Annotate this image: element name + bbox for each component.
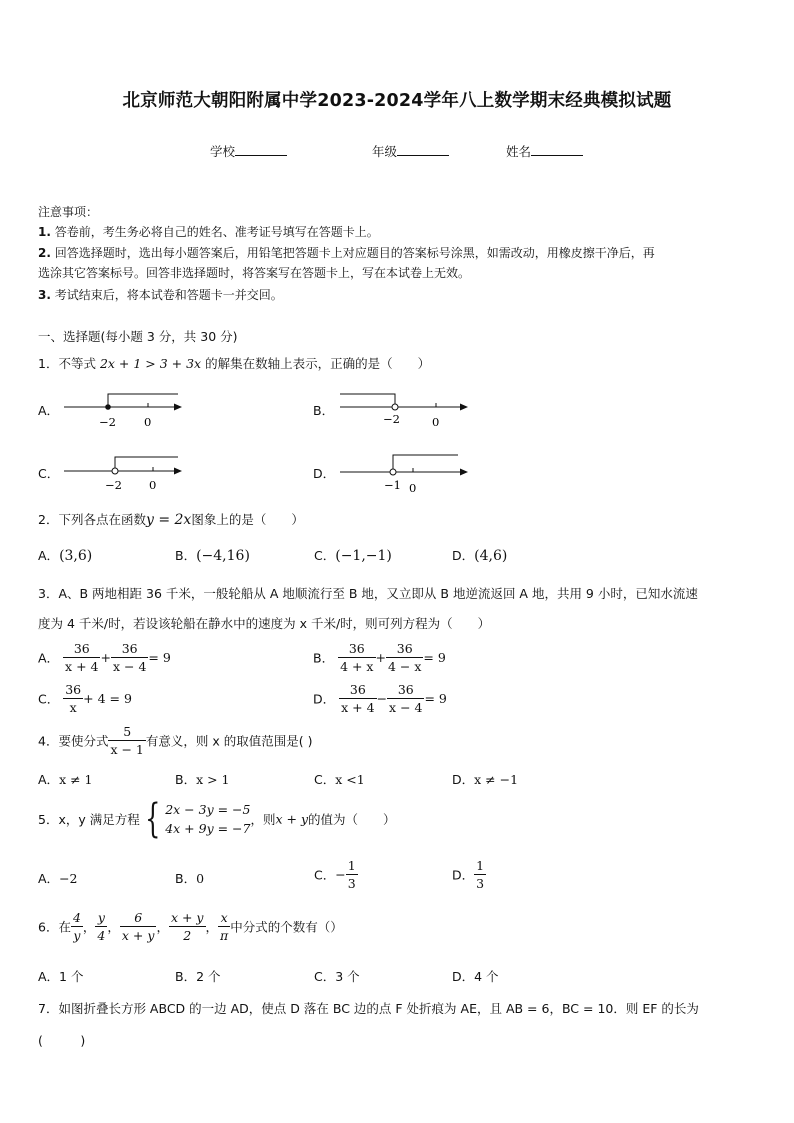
exam-title: 北京师范大朝阳附属中学2023-2024学年八上数学期末经典模拟试题 — [122, 91, 672, 111]
option-letter: B． — [313, 650, 335, 666]
q4-stem — [38, 723, 312, 758]
option-letter: A． — [38, 772, 60, 787]
left-brace-icon: { — [144, 796, 161, 842]
q2-suffix: 图象上的是（ ） — [191, 512, 304, 527]
tick-label: 0 — [149, 478, 157, 492]
tick-label: 0 — [144, 415, 152, 429]
axis-arrow — [460, 469, 468, 476]
operator: + — [375, 650, 386, 665]
axis-arrow — [174, 468, 182, 475]
q2-prefix: 2．下列各点在函数 — [38, 512, 146, 527]
fraction: $\frac{36}{4 + x}$ — [340, 641, 374, 674]
option-letter: B． — [175, 772, 197, 787]
option-letter: A． — [38, 548, 60, 563]
q1-suffix: 的解集在数轴上表示，正确的是（ ） — [205, 356, 431, 371]
option-letter: D． — [452, 772, 475, 787]
equals-nine: = 9 — [424, 691, 447, 706]
tick-label: 0 — [409, 481, 417, 495]
axis-arrow — [460, 404, 468, 411]
q5-option-d[interactable] — [452, 857, 486, 892]
note-2-text-a: 回答选择题时，选出每小题答案后，用铅笔把答题卡上对应题目的答案标号涂黑，如需改动，用橡皮擦干净后，再 — [54, 246, 655, 260]
fraction: $\frac{36}{4 - x}$ — [387, 641, 422, 674]
option-letter: A． — [38, 871, 60, 886]
q4-option-c[interactable] — [314, 770, 365, 788]
q1-option-c-label[interactable]: C． — [38, 466, 60, 481]
q2-stem — [38, 510, 304, 528]
school-label: 学校 — [210, 144, 236, 159]
option-letter: C． — [314, 772, 336, 787]
grade-label: 年级 — [372, 144, 398, 159]
fraction: $\frac{36}{x - 4}$ — [112, 641, 147, 674]
q3-stem-line2: 度为 4 千米/时，若设该轮船在静水中的速度为 x 千米/时，则可列方程为（ ） — [38, 616, 491, 631]
equation-2: 4x + 9y = −7 — [165, 821, 251, 836]
q2-function: y = 2x — [145, 512, 192, 528]
fraction: $\frac{1}{3}$ — [476, 858, 485, 891]
fraction: $\frac{5}{x - 1}$ — [110, 724, 144, 757]
tick-label: −1 — [384, 478, 401, 492]
notes-header: 注意事项： — [38, 205, 99, 219]
open-point — [112, 468, 118, 474]
fraction: $\frac{y}{4}$ — [97, 910, 106, 943]
q5-expr: x + y — [275, 811, 309, 827]
note-3-text: 考试结束后，将本试卷和答题卡一并交回。 — [54, 288, 283, 302]
q4-suffix: 有意义，则 x 的取值范围是( ) — [145, 733, 313, 749]
option-value: (−4,16) — [196, 548, 250, 564]
q1-inequality: 2x + 1 > 3 + 3x — [99, 356, 202, 371]
q5-option-a[interactable] — [38, 869, 78, 887]
solution-ray — [108, 394, 178, 407]
note-1-text: 答卷前，考生务必将自己的姓名、准考证号填写在答题卡上。 — [54, 225, 379, 239]
open-point — [392, 404, 398, 410]
equals-nine: = 9 — [148, 650, 171, 665]
q4-option-d[interactable] — [452, 770, 518, 788]
option-letter: D． — [452, 867, 475, 883]
q5-option-c[interactable] — [314, 857, 358, 892]
q5-prefix: 5．x，y 满足方程 — [38, 812, 140, 827]
note-1 — [38, 222, 379, 242]
q1-option-d-numberline[interactable] — [338, 452, 474, 496]
name-label: 姓名 — [506, 144, 532, 159]
option-letter: B． — [175, 871, 197, 886]
q7-stem-line2: ( ) — [38, 1033, 86, 1048]
option-letter: D． — [452, 548, 475, 563]
separator: ， — [107, 919, 120, 935]
q6-option-b[interactable]: B．2 个 — [175, 969, 221, 984]
grade-field[interactable] — [372, 142, 449, 160]
note-3 — [38, 285, 283, 305]
option-letter: C． — [314, 867, 336, 883]
option-letter: C． — [38, 691, 60, 707]
option-value: (−1,−1) — [335, 548, 392, 564]
school-field[interactable] — [210, 142, 287, 160]
separator: ， — [205, 919, 219, 935]
fraction: $\frac{x + y}{2}$ — [170, 910, 204, 943]
solution-ray — [340, 394, 395, 404]
q1-option-c-numberline[interactable] — [62, 453, 192, 495]
option-value: x ≠ −1 — [474, 772, 519, 787]
fraction: $\frac{36}{x + 4}$ — [341, 682, 375, 715]
q3-option-a[interactable] — [38, 640, 171, 675]
option-value: x ≠ 1 — [59, 772, 93, 787]
option-value: x <1 — [335, 772, 365, 787]
q5-option-b[interactable] — [175, 869, 204, 887]
tick-label: −2 — [105, 478, 122, 492]
q2-option-b[interactable] — [175, 546, 250, 564]
q6-prefix: 6．在 — [38, 919, 71, 935]
note-3-num: 3. — [38, 288, 51, 302]
q3-option-d[interactable] — [313, 681, 447, 716]
option-letter: D． — [313, 691, 336, 707]
option-value: (3,6) — [59, 548, 93, 564]
option-value: 0 — [196, 871, 205, 886]
q1-option-a-numberline[interactable] — [62, 392, 192, 434]
q3-stem-line1: 3．A、B 两地相距 36 千米，一般轮船从 A 地顺流行至 B 地，又立即从 B 地逆流返回 A 地，共用 9 小时，已知水流速 — [38, 586, 698, 601]
option-letter: B． — [175, 548, 197, 563]
school-blank[interactable] — [235, 143, 287, 156]
q4-option-a[interactable] — [38, 770, 93, 788]
fraction: $\frac{1}{3}$ — [347, 858, 356, 891]
axis-arrow — [174, 404, 182, 411]
name-field[interactable] — [506, 142, 583, 160]
q2-option-d[interactable] — [452, 546, 507, 564]
minus-sign: − — [335, 867, 346, 882]
q5-then: ，则 — [250, 812, 276, 827]
q3-option-b[interactable] — [313, 640, 446, 675]
q2-option-c[interactable] — [314, 546, 392, 564]
option-value: (4,6) — [474, 548, 508, 564]
q6-suffix: 中分式的个数有（） — [230, 919, 343, 935]
q3-option-c[interactable] — [38, 681, 132, 716]
q6-option-a[interactable]: A．1 个 — [38, 969, 84, 984]
plus-four-equals-nine: + 4 = 9 — [83, 691, 132, 706]
fraction: $\frac{x}{\pi}$ — [220, 910, 229, 943]
q4-option-b[interactable] — [175, 770, 230, 788]
tick-label: 0 — [432, 415, 440, 429]
q5-stem — [38, 796, 396, 842]
fraction: $\frac{6}{x + y}$ — [121, 910, 155, 943]
note-2-text-b: 选涂其它答案标号。回答非选择题时，将答案写在答题卡上，写在本试卷上无效。 — [38, 266, 471, 280]
separator: ， — [82, 919, 96, 935]
q1-prefix: 1．不等式 — [38, 356, 96, 371]
operator: + — [100, 650, 111, 665]
open-point — [390, 469, 396, 475]
q1-option-b-numberline[interactable] — [338, 390, 474, 432]
option-value: −2 — [59, 871, 78, 886]
name-blank[interactable] — [531, 143, 583, 156]
fraction: $\frac{36}{x}$ — [65, 682, 82, 715]
option-letter: A． — [38, 650, 60, 666]
note-2-num: 2. — [38, 246, 51, 260]
solution-ray — [115, 457, 178, 468]
fraction: $\frac{36}{x + 4}$ — [65, 641, 99, 674]
q5-suffix: 的值为（ ） — [308, 812, 396, 827]
q1-stem — [38, 354, 430, 372]
operator: − — [376, 691, 388, 706]
q6-stem — [38, 909, 343, 944]
note-1-num: 1. — [38, 225, 51, 239]
equation-1: 2x − 3y = −5 — [165, 802, 251, 817]
equation-system — [165, 800, 250, 838]
q1-option-d-label[interactable]: D． — [313, 466, 336, 481]
fraction: $\frac{36}{x - 4}$ — [389, 682, 423, 715]
solution-ray — [393, 455, 458, 469]
fraction: $\frac{4}{y}$ — [72, 910, 81, 943]
q2-option-a[interactable] — [38, 546, 92, 564]
q7-stem-line1: 7．如图折叠长方形 ABCD 的一边 AD，使点 D 落在 BC 边的点 F 处折痕为 AE，且 AB = 6，BC = 10．则 EF 的长为 — [38, 1001, 699, 1016]
q1-option-b-label[interactable]: B． — [313, 403, 335, 418]
note-2 — [38, 243, 655, 263]
grade-blank[interactable] — [397, 143, 449, 156]
q1-option-a-label[interactable]: A． — [38, 403, 60, 418]
option-letter: C． — [314, 548, 336, 563]
q6-option-c[interactable]: C．3 个 — [314, 969, 360, 984]
q4-prefix: 4．要使分式 — [38, 733, 109, 749]
option-value: x > 1 — [196, 772, 230, 787]
tick-label: −2 — [99, 415, 116, 429]
q6-option-d[interactable]: D．4 个 — [452, 969, 499, 984]
equals-nine: = 9 — [423, 650, 446, 665]
separator: ， — [156, 919, 169, 935]
tick-label: −2 — [383, 412, 400, 426]
section-heading: 一、选择题(每小题 3 分，共 30 分) — [38, 329, 238, 344]
